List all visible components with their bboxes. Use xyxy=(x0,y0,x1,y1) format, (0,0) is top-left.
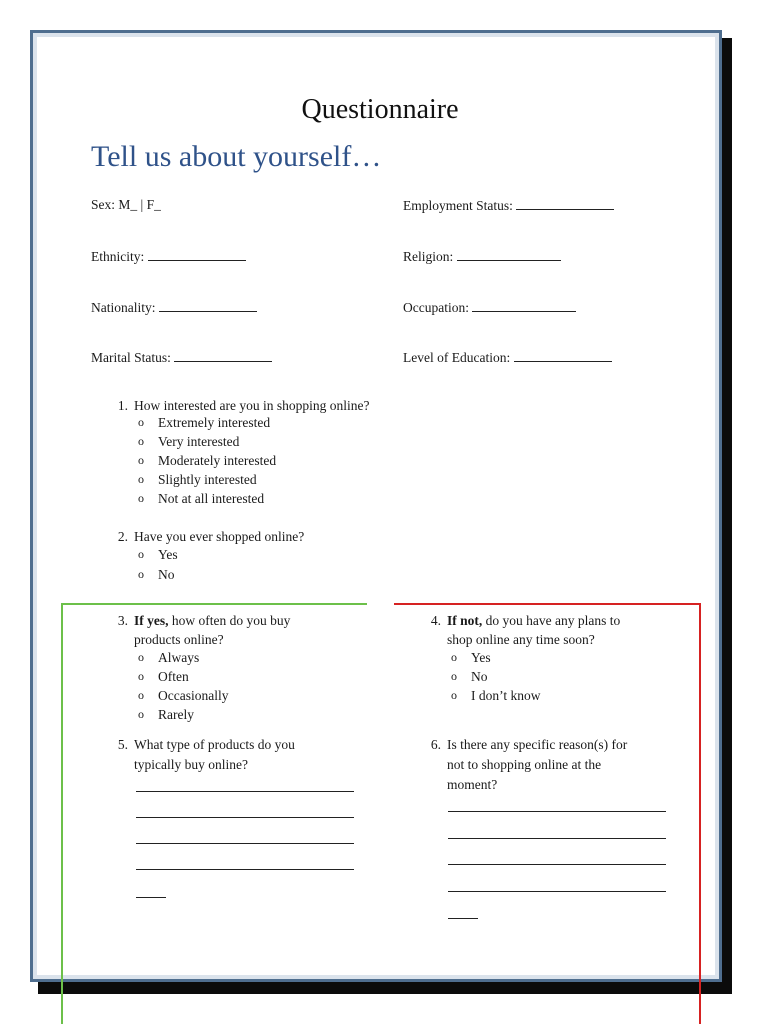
green-marker-top xyxy=(61,603,367,605)
q6-answer-line[interactable] xyxy=(448,811,666,812)
q6-answer-line-short[interactable] xyxy=(448,918,478,919)
nationality-blank[interactable] xyxy=(159,299,257,312)
ethnicity-blank[interactable] xyxy=(148,248,246,261)
question-2-text: Have you ever shopped online? xyxy=(134,529,305,544)
question-1-number: 1. xyxy=(117,398,128,413)
q5-answer-line[interactable] xyxy=(136,843,354,844)
question-1-text: How interested are you in shopping online? xyxy=(134,398,370,413)
q6-answer-line[interactable] xyxy=(448,838,666,839)
ethnicity-label: Ethnicity: xyxy=(91,249,145,264)
green-marker-left xyxy=(61,603,63,1024)
sex-label: Sex: M_ | F_ xyxy=(91,197,161,212)
question-4-text-line2: shop online any time soon? xyxy=(447,632,595,647)
marital-field xyxy=(91,349,272,366)
question-3-text-line1: If yes, how often do you buy xyxy=(134,613,291,628)
q5-answer-line-short[interactable] xyxy=(136,897,166,898)
question-3-text-line2: products online? xyxy=(134,632,224,647)
question-2 xyxy=(110,527,430,546)
question-6 xyxy=(423,735,693,795)
red-marker-top xyxy=(394,603,701,605)
education-blank[interactable] xyxy=(514,349,612,362)
religion-field xyxy=(403,248,561,265)
question-4 xyxy=(423,611,683,649)
q6-answer-line[interactable] xyxy=(448,891,666,892)
education-label: Level of Education: xyxy=(403,350,511,365)
question-4-number: 4. xyxy=(430,613,441,628)
question-2-number: 2. xyxy=(117,529,128,544)
question-6-text-line1: Is there any specific reason(s) for xyxy=(447,737,628,752)
religion-label: Religion: xyxy=(403,249,454,264)
occupation-label: Occupation: xyxy=(403,300,469,315)
question-6-number: 6. xyxy=(430,737,441,752)
employment-field xyxy=(403,197,614,214)
question-5-text-line1: What type of products do you xyxy=(134,737,295,752)
sex-field xyxy=(91,197,161,213)
question-4-condition: If not, xyxy=(447,613,483,628)
nationality-label: Nationality: xyxy=(91,300,156,315)
q6-answer-line[interactable] xyxy=(448,864,666,865)
q5-answer-line[interactable] xyxy=(136,791,354,792)
question-3-number: 3. xyxy=(117,613,128,628)
question-5-text-line2: typically buy online? xyxy=(134,757,248,772)
occupation-blank[interactable] xyxy=(472,299,576,312)
question-3 xyxy=(110,611,370,649)
religion-blank[interactable] xyxy=(457,248,561,261)
page-title: Questionnaire xyxy=(301,94,459,125)
q5-answer-line[interactable] xyxy=(136,869,354,870)
marital-blank[interactable] xyxy=(174,349,272,362)
nationality-field xyxy=(91,299,257,316)
marital-label: Marital Status: xyxy=(91,350,171,365)
occupation-field xyxy=(403,299,576,316)
red-marker-right xyxy=(699,603,701,1024)
question-6-text-line2: not to shopping online at the xyxy=(447,757,602,772)
employment-label: Employment Status: xyxy=(403,198,513,213)
question-3-condition: If yes, xyxy=(134,613,169,628)
employment-blank[interactable] xyxy=(516,197,614,210)
q5-answer-line[interactable] xyxy=(136,817,354,818)
question-5 xyxy=(110,735,370,775)
education-field xyxy=(403,349,612,366)
question-5-number: 5. xyxy=(117,737,128,752)
question-6-text-line3: moment? xyxy=(447,777,498,792)
section-subtitle: Tell us about yourself… xyxy=(91,140,382,173)
question-4-text-line1: If not, do you have any plans to xyxy=(447,613,621,628)
ethnicity-field xyxy=(91,248,246,265)
